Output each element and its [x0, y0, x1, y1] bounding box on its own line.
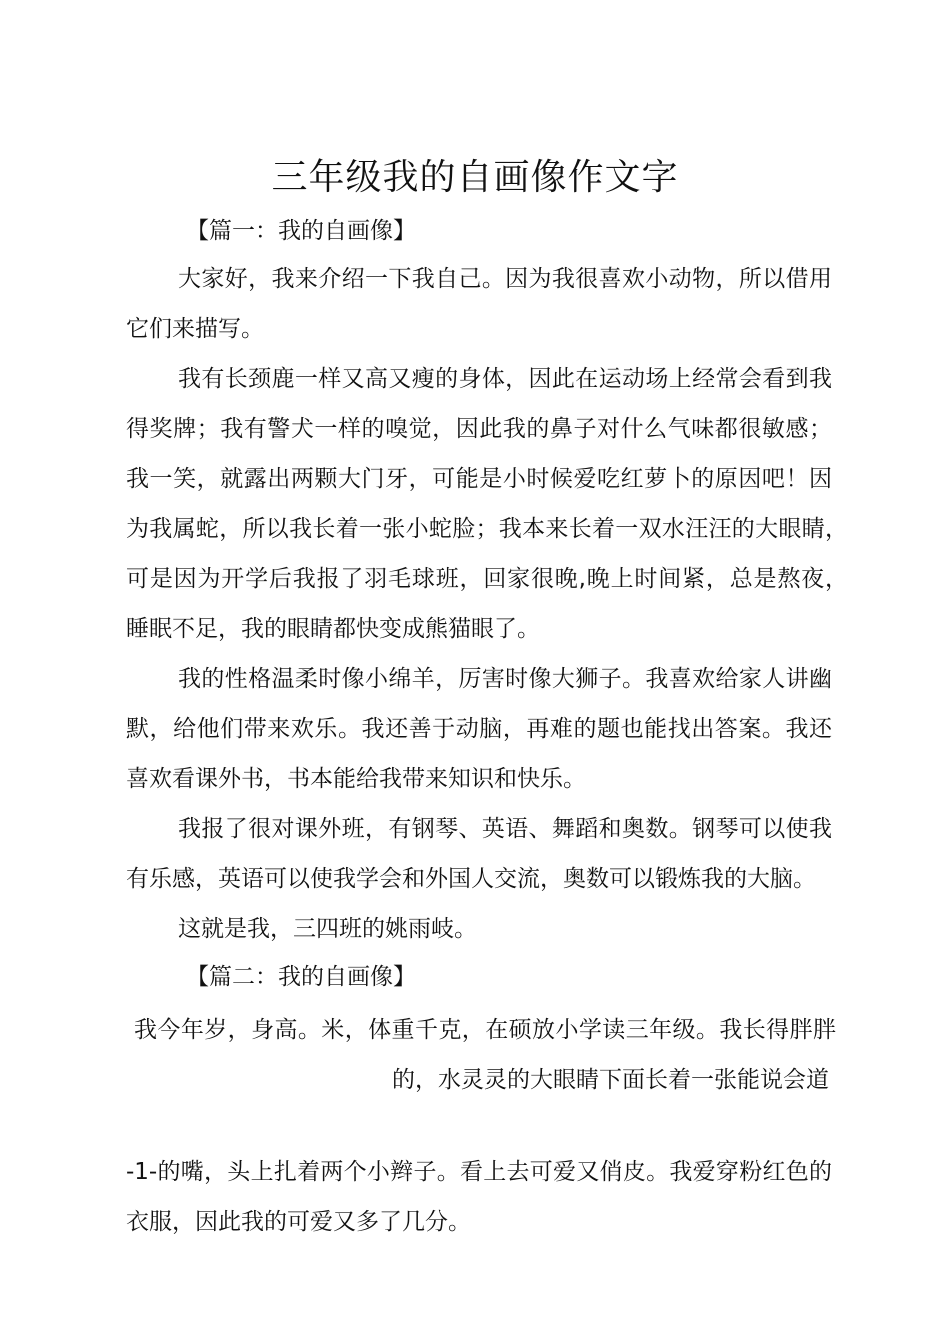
paragraph-line: 有乐感，英语可以使我学会和外国人交流，奥数可以锻炼我的大脑。 — [126, 866, 816, 892]
paragraph-line: 它们来描写。 — [126, 316, 264, 342]
paragraph-line: 为我属蛇，所以我长着一张小蛇脸；我本来长着一双水汪汪的大眼睛， — [126, 516, 848, 542]
paragraph-line: -1-的嘴，头上扎着两个小辫子。看上去可爱又俏皮。我爱穿粉红色的 — [126, 1159, 832, 1185]
section-heading-2: 【篇二：我的自画像】 — [186, 964, 416, 990]
paragraph-line: 我今年岁，身高。米，体重千克，在硕放小学读三年级。我长得胖胖 — [134, 1017, 836, 1043]
page-title: 三年级我的自画像作文字 — [271, 157, 679, 198]
section-heading-1: 【篇一：我的自画像】 — [186, 218, 416, 244]
paragraph-line: 这就是我，三四班的姚雨岐。 — [178, 916, 477, 942]
paragraph-line: 喜欢看课外书，书本能给我带来知识和快乐。 — [126, 766, 586, 792]
paragraph-line: 大家好，我来介绍一下我自己。因为我很喜欢小动物，所以借用 — [178, 266, 832, 292]
paragraph-line: 默，给他们带来欢乐。我还善于动脑，再难的题也能找出答案。我还 — [126, 716, 832, 742]
paragraph-line: 我的性格温柔时像小绵羊，厉害时像大狮子。我喜欢给家人讲幽 — [178, 666, 832, 692]
paragraph-line: 可是因为开学后我报了羽毛球班，回家很晚,晚上时间紧，总是熬夜， — [126, 566, 848, 592]
paragraph-line: 我有长颈鹿一样又高又瘦的身体，因此在运动场上经常会看到我 — [178, 366, 832, 392]
paragraph-line: 衣服，因此我的可爱又多了几分。 — [126, 1209, 471, 1235]
paragraph-line: 的，水灵灵的大眼睛下面长着一张能说会道 — [392, 1067, 829, 1093]
paragraph-line: 得奖牌；我有警犬一样的嗅觉，因此我的鼻子对什么气味都很敏感； — [126, 416, 832, 442]
paragraph-line: 我一笑，就露出两颗大门牙，可能是小时候爱吃红萝卜的原因吧！因 — [126, 466, 832, 492]
paragraph-line: 睡眠不足，我的眼睛都快变成熊猫眼了。 — [126, 616, 540, 642]
paragraph-line: 我报了很对课外班，有钢琴、英语、舞蹈和奥数。钢琴可以使我 — [178, 816, 832, 842]
